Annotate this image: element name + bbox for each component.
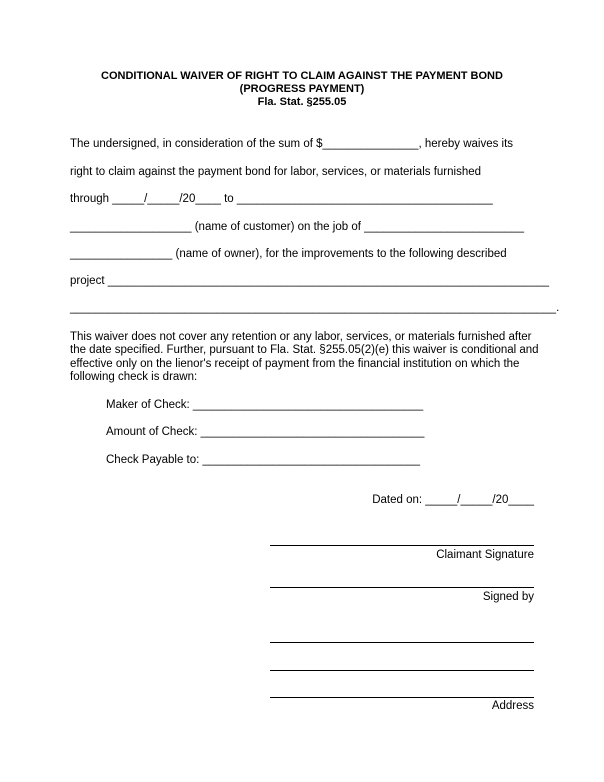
body-line-project: project _____________________________________________________________________: [70, 275, 550, 287]
body-line-consideration: The undersigned, in consideration of the sum of $_______________, hereby waives its: [70, 138, 514, 150]
address-line-3: [270, 697, 534, 698]
body-line-right-to-claim: right to claim against the payment bond for labor, services, or materials furnished: [70, 166, 482, 178]
body-line-project-continued: ____________________________________________________________________________.: [70, 302, 560, 314]
document-title-line2: (PROGRESS PAYMENT): [239, 83, 365, 95]
amount-of-check-field: Amount of Check: ___________________________________: [106, 426, 425, 438]
address-line-1: [270, 642, 534, 643]
body-line-owner: ________________ (name of owner), for the improvements to the following described: [70, 248, 507, 260]
claimant-signature-label: Claimant Signature: [436, 549, 534, 561]
document-title-line1: CONDITIONAL WAIVER OF RIGHT TO CLAIM AGAINST THE PAYMENT BOND: [101, 70, 503, 82]
maker-of-check-field: Maker of Check: ____________________________________: [106, 399, 424, 411]
check-payable-to-field: Check Payable to: __________________________________: [106, 454, 420, 466]
claimant-signature-line: [270, 545, 534, 546]
signed-by-line: [270, 587, 534, 588]
body-line-through-date: through _____/_____/20____ to ________________________________________: [70, 193, 493, 205]
statute-reference: Fla. Stat. §255.05: [257, 96, 347, 108]
address-line-2: [270, 670, 534, 671]
body-line-customer-job: ___________________ (name of customer) on the job of _________________________: [70, 221, 524, 233]
dated-on-field: Dated on: _____/_____/20____: [372, 494, 534, 506]
address-label: Address: [491, 700, 534, 712]
waiver-conditions-paragraph: This waiver does not cover any retention or any labor, services, or materials furnished after the date specified. Further, pursuant to Fla. Stat. §255.05(2)(e) this waiver is conditional and effective only on the lienor's receipt of payment from the financial institution on which the following check is drawn:: [70, 331, 539, 384]
signed-by-label: Signed by: [482, 591, 534, 603]
